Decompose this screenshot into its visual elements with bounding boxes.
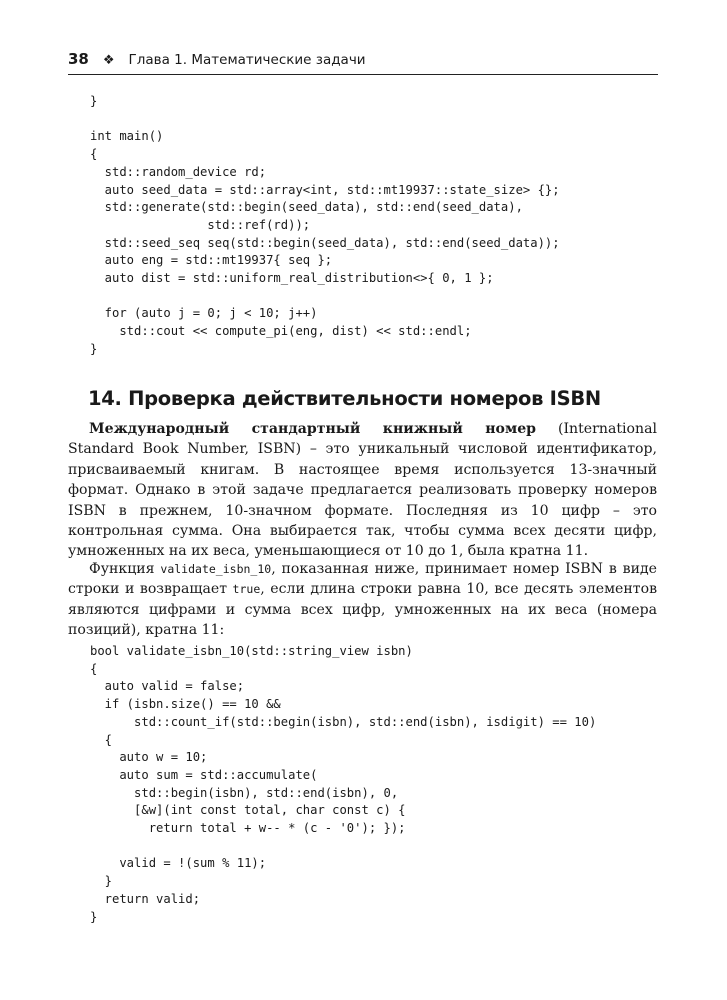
- paragraph-text: , показанная ниже, принимает номер ISBN в виде строки и возвращает: [68, 561, 657, 598]
- paragraph-function-description: [68, 559, 657, 641]
- code-block-validate-isbn: bool validate_isbn_10(std::string_view isbn) { auto valid = false; if (isbn.size() == 10 && std::count_if(std::begin(isbn), std::end(isbn), isdigit) == 10) { auto w = 10; auto sum = std::accumulate( std::begin(isbn), std::end(isbn), 0, [&w](int const total, char const c) { return total + w-- * (c - '0'); }); valid = !(sum % 11); } return valid; }: [90, 644, 597, 924]
- inline-code-function: validate_isbn_10: [160, 562, 272, 576]
- diamond-icon: ❖: [102, 53, 115, 68]
- term-bold: Международный стандартный книжный номер: [89, 421, 537, 437]
- running-header: [68, 50, 658, 75]
- paragraph-text: , если длина строки равна 10, все десять элементов являются цифрами и сумма всех цифр, умноженных на их веса (номера позиций), кратна 11:: [68, 581, 658, 639]
- chapter-title: Глава 1. Математические задачи: [128, 52, 366, 68]
- inline-code-true: true: [232, 582, 261, 597]
- paragraph-isbn-intro: [68, 419, 657, 562]
- paragraph-text: (International Standard Book Number, ISBN) – это уникальный числовой идентификатор, присваиваемый книгам. В настоящее время используется 13-значный формат. Однако в этой задаче предлагается реализовать проверку номеров ISBN в прежнем, 10-значном формате. Последняя из 10 цифр – это контрольная сумма. Она выбирается так, чтобы сумма всех десяти цифр, умноженных на их веса, уменьшающиеся от 10 до 1, была кратна 11.: [68, 421, 657, 560]
- page-number: 38: [68, 50, 89, 68]
- paragraph-text: Функция: [89, 561, 161, 577]
- code-block-main: } int main() { std::random_device rd; auto seed_data = std::array<int, std::mt19937::state_size> {}; std::generate(std::begin(seed_data), std::end(seed_data), std::ref(rd)); std::seed_seq seq(std::begin(seed_data), std::end(seed_data)); auto eng = std::mt19937{ seq }; auto dist = std::uniform_real_distribution<>{ 0, 1 }; for (auto j = 0; j < 10; j++) std::cout << compute_pi(eng, dist) << std::endl; }: [90, 94, 560, 356]
- section-heading: 14. Проверка действительности номеров ISBN: [88, 387, 601, 410]
